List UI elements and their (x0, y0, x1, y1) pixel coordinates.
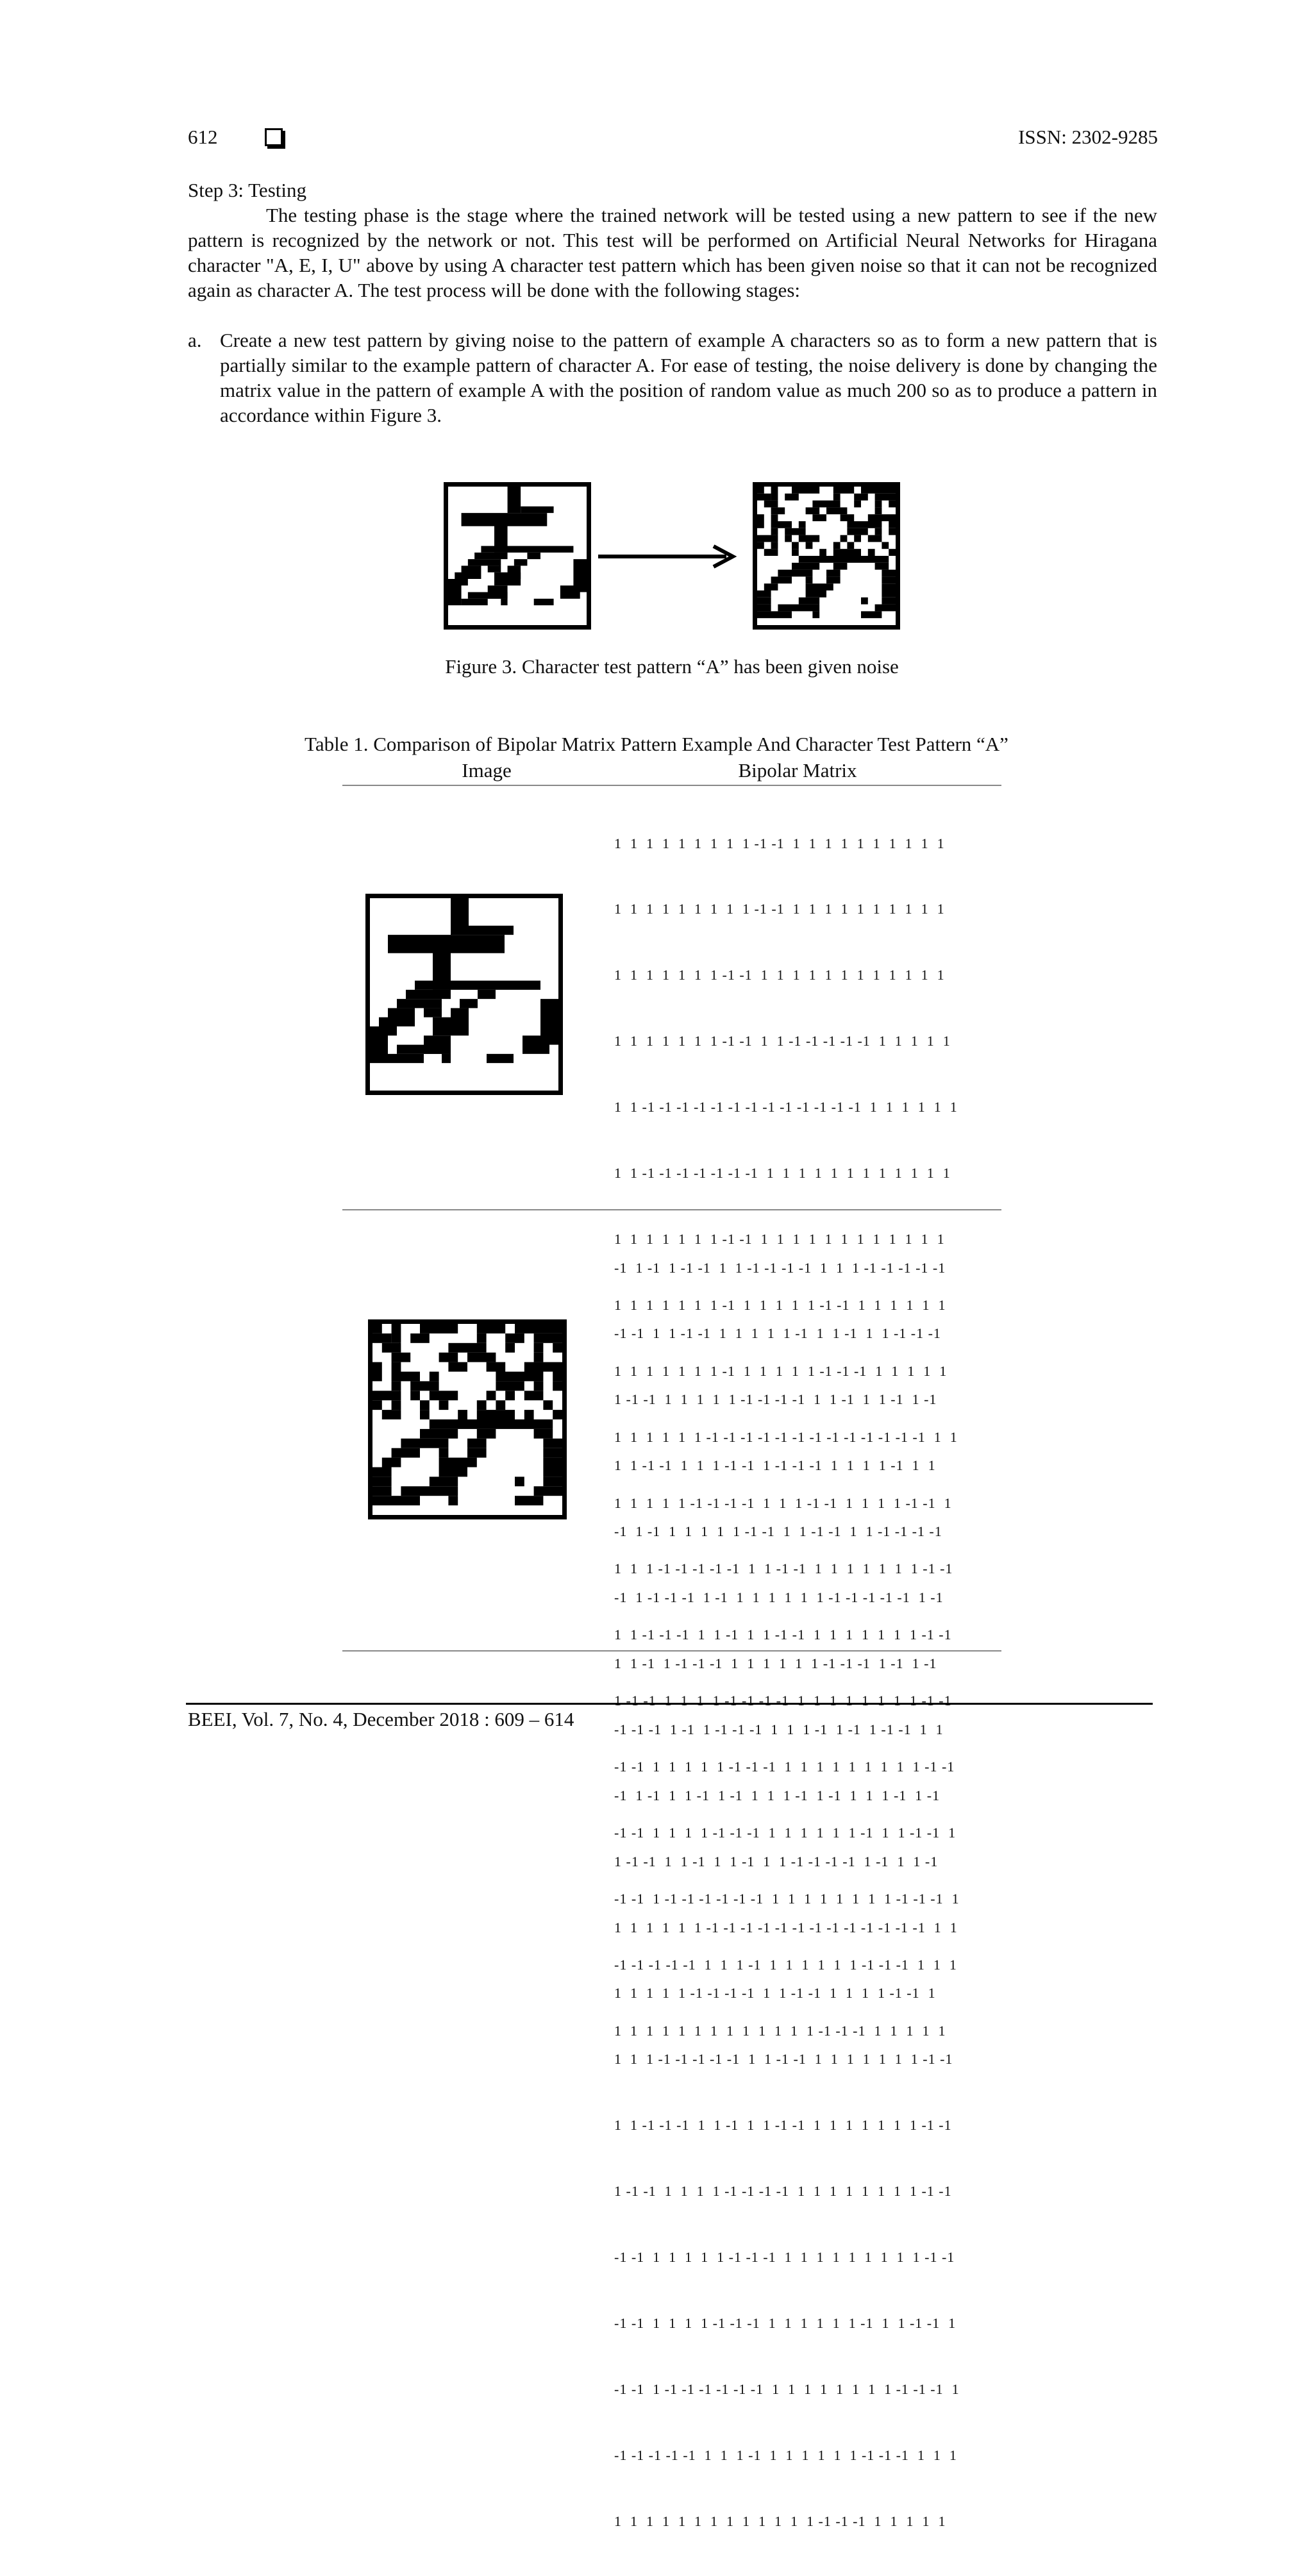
character-a-glyph (448, 487, 587, 625)
matrix-line: 1 1 -1 1 -1 -1 -1 1 1 1 1 1 1 -1 -1 -1 1 -1 1 -1 (614, 1655, 937, 1671)
matrix-line: 1 -1 -1 1 1 -1 1 1 -1 1 1 -1 -1 -1 -1 1 -1 1 1 -1 (614, 1853, 939, 1869)
matrix-line: -1 -1 1 1 1 1 -1 -1 -1 1 1 1 1 1 1 -1 1 1 -1 -1 1 (614, 2314, 957, 2331)
matrix-line: -1 -1 1 1 1 1 1 -1 -1 -1 1 1 1 1 1 1 1 1 1 -1 -1 (614, 2248, 955, 2265)
noisy-character-a-table-glyph (372, 1324, 562, 1515)
arrow-right-icon (595, 544, 749, 569)
body-paragraph: The testing phase is the stage where the trained network will be tested using a new pattern to see if the new pattern is recognized by the network or not. This test will be performed on Artificial Neural Networks for Hiragana character "A, E, I, U" above by using A character test pattern which has been given noise so that it can not be recognized again as character A. The test process will be done with the following stages: (188, 204, 1157, 301)
page-number: 612 (188, 126, 218, 148)
matrix-line: 1 1 1 1 1 -1 -1 -1 -1 1 1 -1 -1 1 1 1 1 -1 -1 1 (614, 1985, 936, 2002)
matrix-line: 1 1 -1 -1 1 1 1 -1 -1 1 -1 -1 -1 1 1 1 1 -1 1 1 (614, 1457, 936, 1474)
matrix-line: 1 -1 -1 1 1 1 1 -1 -1 -1 -1 1 1 1 1 1 1 1 1 -1 -1 (614, 1693, 952, 1709)
matrix-line: 1 1 1 1 1 1 1 -1 -1 1 1 1 1 1 1 1 1 1 1 1 1 (614, 1230, 945, 1247)
matrix-line: -1 -1 -1 -1 -1 1 1 1 -1 1 1 1 1 1 1 -1 -1 -1 1 1 1 (614, 1956, 957, 1973)
matrix-line: -1 -1 1 -1 -1 -1 -1 -1 -1 1 1 1 1 1 1 1 1 -1 -1 -1 1 (614, 1890, 960, 1907)
bipolar-matrix-test (614, 1213, 960, 2576)
matrix-line: 1 1 1 1 1 1 1 1 1 -1 -1 1 1 1 1 1 1 1 1 1 1 (614, 835, 945, 851)
noisy-character-a-glyph (757, 487, 896, 625)
header-bipolar-matrix: Bipolar Matrix (738, 759, 857, 782)
list-marker: a. (188, 329, 202, 351)
matrix-line: -1 -1 -1 -1 -1 1 1 1 -1 1 1 1 1 1 1 -1 -1 -1 1 1 1 (614, 2446, 957, 2463)
matrix-line: 1 1 1 -1 -1 -1 -1 -1 1 1 -1 -1 1 1 1 1 1 1 1 -1 -1 (614, 1560, 953, 1577)
matrix-line: -1 -1 1 1 -1 -1 1 1 1 1 1 -1 1 1 -1 1 1 -1 -1 -1 (614, 1325, 941, 1342)
character-a-example-glyph (370, 898, 558, 1091)
figure-3-caption: Figure 3. Character test pattern “A” has been given noise (445, 655, 899, 678)
character-a-image (444, 482, 591, 630)
matrix-line: 1 -1 -1 1 1 1 1 1 -1 -1 -1 -1 1 1 -1 1 1 -1 1 -1 (614, 1391, 937, 1408)
step-title: Step 3: Testing (188, 179, 306, 201)
matrix-line: 1 1 1 1 1 1 1 -1 1 1 1 1 1 -1 -1 1 1 1 1 1 1 (614, 1296, 946, 1313)
matrix-line: 1 1 1 1 1 1 -1 -1 -1 -1 -1 -1 -1 -1 -1 -1 -1 -1 -1 1 1 (614, 1428, 958, 1445)
box-icon (265, 128, 283, 146)
matrix-line: -1 -1 -1 1 -1 1 -1 -1 -1 1 1 1 -1 1 -1 1 -1 -1 1 1 (614, 1721, 944, 1737)
matrix-line: 1 1 1 1 1 1 1 -1 -1 1 1 -1 -1 -1 -1 -1 1 1 1 1 1 (614, 1033, 951, 1050)
matrix-line: 1 1 -1 -1 -1 1 1 -1 1 1 -1 -1 1 1 1 1 1 1 1 -1 -1 (614, 1627, 952, 1643)
list-item-text: Create a new test pattern by giving noise to the pattern of example A characters so as to form a new pattern that is partially similar to the example pattern of character A. For ease of testing, the noise delivery is done by changing the matrix value in the pattern of example A with the position of random value as much 200 so as to produce a pattern in accordance within Figure 3. (220, 329, 1157, 426)
matrix-line: 1 -1 -1 1 1 1 1 -1 -1 -1 -1 1 1 1 1 1 1 1 1 -1 -1 (614, 2183, 952, 2200)
table-header (342, 759, 1001, 786)
character-a-example-image (365, 894, 563, 1095)
matrix-line: 1 1 -1 -1 -1 -1 -1 -1 -1 1 1 1 1 1 1 1 1 1 1 1 1 (614, 1165, 951, 1182)
matrix-line: -1 1 -1 1 1 -1 1 -1 1 1 1 -1 1 -1 1 1 1 -1 1 -1 (614, 1787, 941, 1803)
matrix-line: -1 1 -1 1 1 1 1 1 -1 -1 1 1 -1 -1 1 1 -1 -1 -1 -1 (614, 1523, 942, 1540)
matrix-line: 1 1 -1 -1 -1 1 1 -1 1 1 -1 -1 1 1 1 1 1 1 1 -1 -1 (614, 2117, 952, 2134)
matrix-line: -1 -1 1 -1 -1 -1 -1 -1 -1 1 1 1 1 1 1 1 1 -1 -1 -1 1 (614, 2380, 960, 2397)
matrix-line: -1 -1 1 1 1 1 1 -1 -1 -1 1 1 1 1 1 1 1 1 1 -1 -1 (614, 1759, 955, 1775)
matrix-line: 1 1 -1 -1 -1 -1 -1 -1 -1 -1 -1 -1 -1 -1 -1 1 1 1 1 1 1 (614, 1099, 958, 1116)
matrix-line: 1 1 1 1 1 1 -1 -1 -1 -1 -1 -1 -1 -1 -1 -1 -1 -1 -1 1 1 (614, 1919, 958, 1936)
matrix-line: 1 1 1 1 1 1 1 1 1 1 1 1 1 -1 -1 -1 1 1 1 1 1 (614, 2513, 946, 2529)
matrix-line: -1 1 -1 -1 -1 1 -1 1 1 1 1 1 1 -1 -1 -1 -1 -1 1 -1 (614, 1589, 944, 1606)
matrix-line: 1 1 1 -1 -1 -1 -1 -1 1 1 -1 -1 1 1 1 1 1 1 1 -1 -1 (614, 2051, 953, 2068)
header-image: Image (462, 759, 512, 782)
matrix-line: -1 1 -1 1 -1 -1 1 1 -1 -1 -1 -1 1 1 1 -1 -1 -1 -1 -1 (614, 1259, 946, 1276)
matrix-line: 1 1 1 1 1 1 1 1 1 1 1 1 1 -1 -1 -1 1 1 1 1 1 (614, 2022, 946, 2039)
page-header (188, 122, 1158, 154)
issn: ISSN: 2302-9285 (1018, 126, 1158, 148)
footer-rule (186, 1703, 1153, 1705)
noisy-character-a-table-image (368, 1319, 567, 1519)
matrix-line: 1 1 1 1 1 1 1 -1 1 1 1 1 1 -1 -1 -1 1 1 1 1 1 (614, 1362, 948, 1379)
matrix-line: 1 1 1 1 1 1 1 1 1 -1 -1 1 1 1 1 1 1 1 1 1 1 (614, 901, 945, 917)
figure-3 (441, 480, 903, 678)
matrix-line: 1 1 1 1 1 -1 -1 -1 -1 1 1 1 -1 -1 1 1 1 1 -1 -1 1 (614, 1494, 952, 1511)
noisy-character-a-image (753, 482, 900, 630)
matrix-line: -1 -1 1 1 1 1 -1 -1 -1 1 1 1 1 1 1 -1 1 1 -1 -1 1 (614, 1824, 957, 1841)
footer-citation: BEEI, Vol. 7, No. 4, December 2018 : 609 – 614 (188, 1708, 574, 1730)
table-1-caption: Table 1. Comparison of Bipolar Matrix Pattern Example And Character Test Pattern “A” (305, 733, 1008, 755)
matrix-line: 1 1 1 1 1 1 1 -1 -1 1 1 1 1 1 1 1 1 1 1 1 1 (614, 967, 945, 983)
